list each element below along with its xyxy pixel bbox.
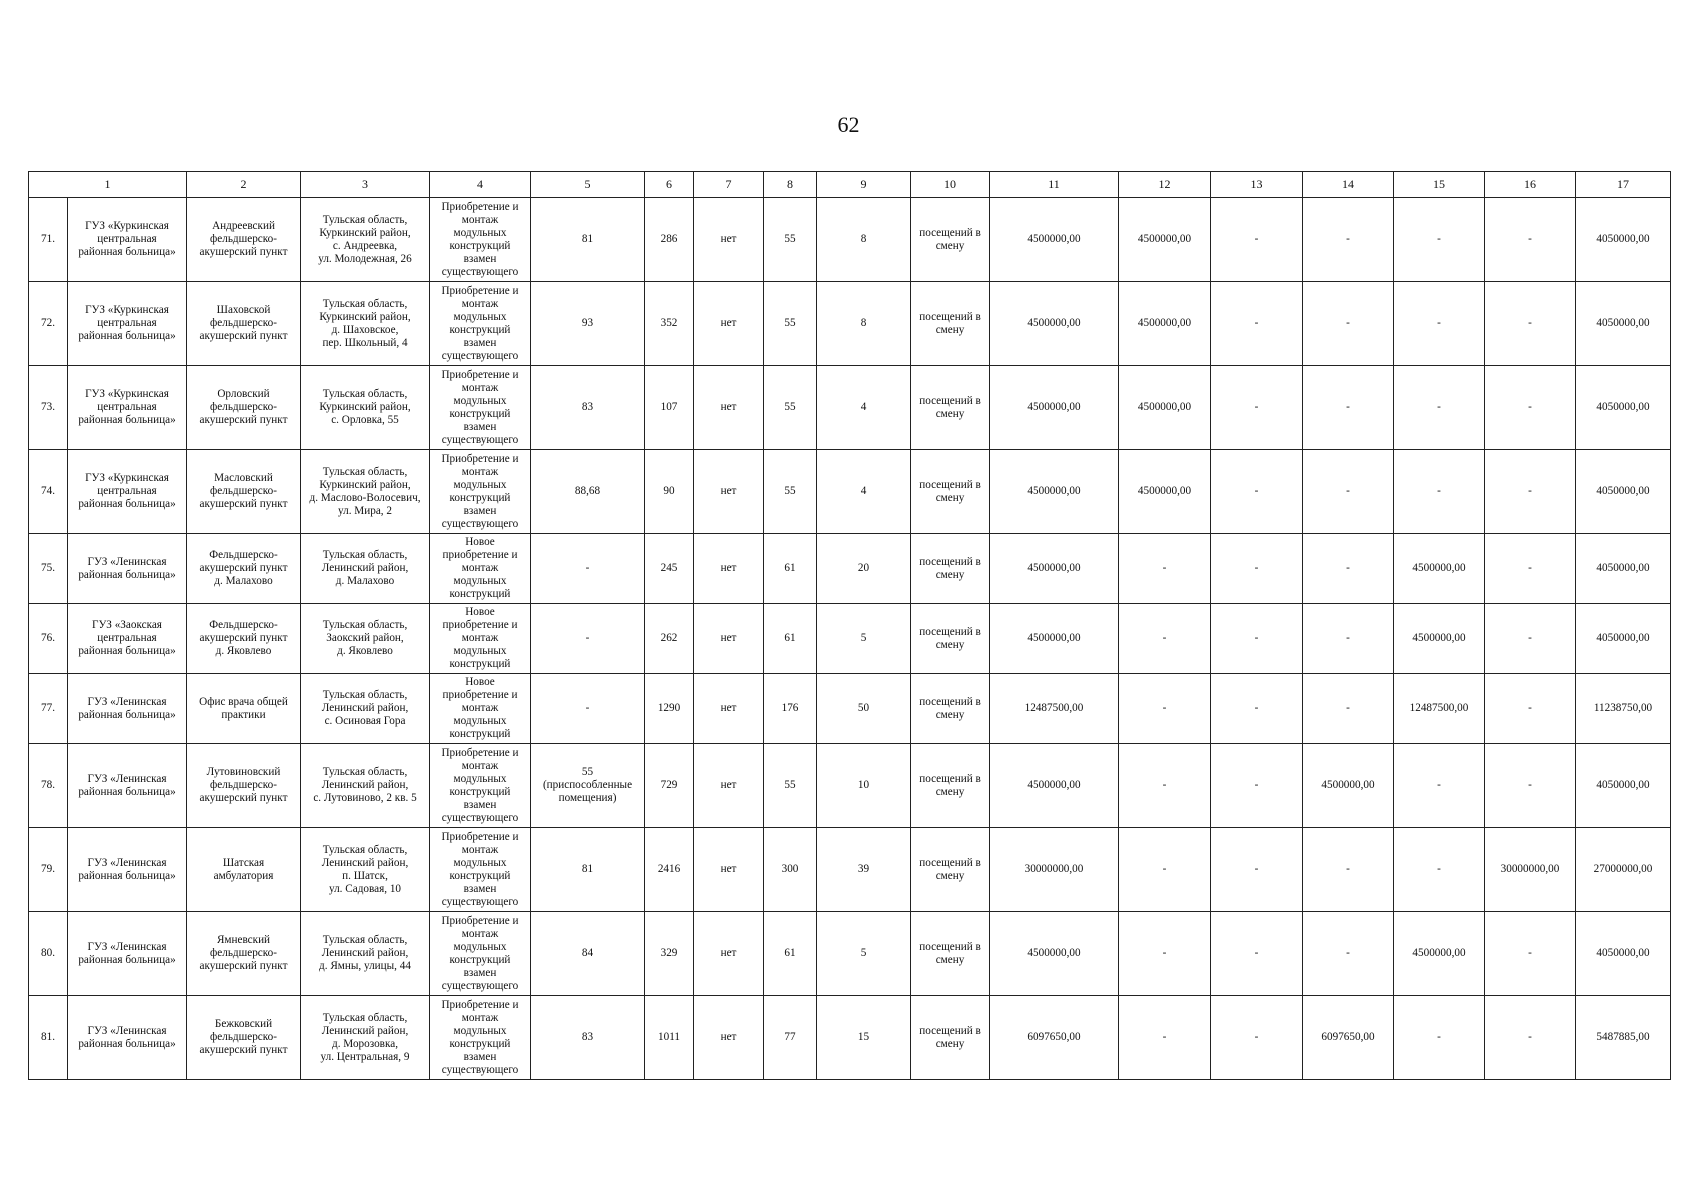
cell-capacity: 55 [764,198,817,282]
cell-cost-col-15: 4500000,00 [1394,604,1485,674]
cell-availability: нет [694,534,764,604]
header-cell: 12 [1119,172,1211,198]
cell-cost-col-14: - [1303,534,1394,604]
cell-address: Тульская область, Ленинский район, д. Ямны, улицы, 44 [301,912,430,996]
cell-visits-count: 10 [817,744,911,828]
cell-row-number: 80. [29,912,68,996]
cell-cost-col-13: - [1211,912,1303,996]
cell-cost-col-12: - [1119,604,1211,674]
cell-cost-col-14: - [1303,912,1394,996]
cell-total-cost: 6097650,00 [990,996,1119,1080]
cell-population: 352 [645,282,694,366]
cell-cost-col-13: - [1211,604,1303,674]
cell-work-type: Новое приобретение и монтаж модульных конструкций [430,604,531,674]
cell-work-type: Приобретение и монтаж модульных конструкций взамен существующего [430,912,531,996]
cell-organization: ГУЗ «Ленинская районная больница» [68,912,187,996]
cell-cost-col-15: 4500000,00 [1394,912,1485,996]
cell-visits-unit: посещений в смену [911,604,990,674]
cell-population: 1290 [645,674,694,744]
cell-cost-col-13: - [1211,198,1303,282]
cell-visits-count: 15 [817,996,911,1080]
cell-organization: ГУЗ «Куркинская центральная районная больница» [68,282,187,366]
cell-cost-col-13: - [1211,366,1303,450]
cell-cost-col-13: - [1211,996,1303,1080]
cell-population: 245 [645,534,694,604]
cell-area: 88,68 [531,450,645,534]
cell-cost-col-17: 4050000,00 [1576,912,1671,996]
cell-population: 2416 [645,828,694,912]
cell-address: Тульская область, Ленинский район, с. Осиновая Гора [301,674,430,744]
cell-address: Тульская область, Куркинский район, д. Маслово-Волосевич, ул. Мира, 2 [301,450,430,534]
table-row [29,674,1671,744]
cell-cost-col-13: - [1211,450,1303,534]
cell-cost-col-17: 11238750,00 [1576,674,1671,744]
cell-visits-unit: посещений в смену [911,996,990,1080]
cell-row-number: 78. [29,744,68,828]
header-cell: 11 [990,172,1119,198]
cell-cost-col-14: - [1303,450,1394,534]
cell-facility-name: Офис врача общей практики [187,674,301,744]
cell-cost-col-15: - [1394,828,1485,912]
cell-address: Тульская область, Куркинский район, с. Орловка, 55 [301,366,430,450]
cell-row-number: 77. [29,674,68,744]
cell-capacity: 61 [764,604,817,674]
cell-cost-col-14: - [1303,604,1394,674]
cell-organization: ГУЗ «Ленинская районная больница» [68,674,187,744]
cell-row-number: 74. [29,450,68,534]
cell-visits-count: 8 [817,198,911,282]
cell-capacity: 55 [764,450,817,534]
cell-cost-col-16: - [1485,744,1576,828]
cell-capacity: 176 [764,674,817,744]
cell-cost-col-13: - [1211,744,1303,828]
facilities-table [28,171,1671,1080]
cell-work-type: Приобретение и монтаж модульных конструкций взамен существующего [430,744,531,828]
cell-total-cost: 4500000,00 [990,198,1119,282]
cell-availability: нет [694,828,764,912]
cell-cost-col-16: - [1485,912,1576,996]
cell-visits-count: 20 [817,534,911,604]
cell-area: 84 [531,912,645,996]
cell-cost-col-17: 5487885,00 [1576,996,1671,1080]
table-row [29,534,1671,604]
cell-visits-unit: посещений в смену [911,912,990,996]
cell-total-cost: 4500000,00 [990,366,1119,450]
cell-visits-unit: посещений в смену [911,534,990,604]
header-cell: 6 [645,172,694,198]
cell-visits-count: 8 [817,282,911,366]
table-row [29,828,1671,912]
cell-visits-count: 5 [817,604,911,674]
cell-row-number: 81. [29,996,68,1080]
cell-cost-col-13: - [1211,828,1303,912]
cell-address: Тульская область, Ленинский район, п. Шатск, ул. Садовая, 10 [301,828,430,912]
cell-availability: нет [694,366,764,450]
cell-cost-col-16: - [1485,366,1576,450]
cell-availability: нет [694,674,764,744]
cell-address: Тульская область, Куркинский район, д. Шаховское, пер. Школьный, 4 [301,282,430,366]
cell-cost-col-13: - [1211,282,1303,366]
cell-availability: нет [694,198,764,282]
cell-total-cost: 4500000,00 [990,912,1119,996]
cell-cost-col-17: 4050000,00 [1576,366,1671,450]
cell-cost-col-13: - [1211,534,1303,604]
cell-area: 93 [531,282,645,366]
cell-availability: нет [694,604,764,674]
cell-cost-col-16: - [1485,450,1576,534]
header-cell: 14 [1303,172,1394,198]
cell-facility-name: Андреевский фельдшерско- акушерский пункт [187,198,301,282]
cell-cost-col-16: - [1485,534,1576,604]
cell-capacity: 55 [764,744,817,828]
cell-population: 90 [645,450,694,534]
cell-facility-name: Фельдшерско- акушерский пункт д. Яковлево [187,604,301,674]
cell-facility-name: Бежковский фельдшерско- акушерский пункт [187,996,301,1080]
cell-facility-name: Ямневский фельдшерско- акушерский пункт [187,912,301,996]
cell-total-cost: 12487500,00 [990,674,1119,744]
cell-cost-col-16: - [1485,996,1576,1080]
cell-total-cost: 4500000,00 [990,744,1119,828]
cell-work-type: Приобретение и монтаж модульных конструкций взамен существующего [430,996,531,1080]
table-row [29,198,1671,282]
table-row [29,450,1671,534]
table-row [29,604,1671,674]
cell-cost-col-14: 6097650,00 [1303,996,1394,1080]
cell-availability: нет [694,912,764,996]
cell-organization: ГУЗ «Куркинская центральная районная больница» [68,450,187,534]
cell-capacity: 55 [764,366,817,450]
header-cell: 8 [764,172,817,198]
cell-cost-col-14: - [1303,198,1394,282]
cell-visits-unit: посещений в смену [911,198,990,282]
cell-cost-col-15: - [1394,366,1485,450]
header-cell: 9 [817,172,911,198]
cell-cost-col-12: - [1119,744,1211,828]
cell-cost-col-17: 4050000,00 [1576,282,1671,366]
header-cell: 1 [29,172,187,198]
cell-cost-col-15: - [1394,996,1485,1080]
cell-visits-unit: посещений в смену [911,828,990,912]
cell-cost-col-16: - [1485,282,1576,366]
cell-organization: ГУЗ «Куркинская центральная районная больница» [68,198,187,282]
table-row [29,366,1671,450]
header-cell: 16 [1485,172,1576,198]
cell-cost-col-14: - [1303,282,1394,366]
cell-total-cost: 4500000,00 [990,534,1119,604]
cell-work-type: Приобретение и монтаж модульных конструкций взамен существующего [430,366,531,450]
cell-row-number: 72. [29,282,68,366]
cell-visits-count: 39 [817,828,911,912]
cell-cost-col-16: 30000000,00 [1485,828,1576,912]
cell-cost-col-17: 4050000,00 [1576,198,1671,282]
cell-work-type: Новое приобретение и монтаж модульных конструкций [430,534,531,604]
cell-address: Тульская область, Ленинский район, д. Малахово [301,534,430,604]
header-cell: 4 [430,172,531,198]
page-number: 62 [837,112,860,137]
cell-cost-col-12: - [1119,996,1211,1080]
cell-cost-col-15: 12487500,00 [1394,674,1485,744]
cell-organization: ГУЗ «Ленинская районная больница» [68,534,187,604]
cell-cost-col-16: - [1485,604,1576,674]
cell-row-number: 75. [29,534,68,604]
table-row [29,996,1671,1080]
cell-cost-col-14: - [1303,828,1394,912]
cell-area: 55 (приспособленные помещения) [531,744,645,828]
cell-address: Тульская область, Куркинский район, с. Андреевка, ул. Молодежная, 26 [301,198,430,282]
cell-area: 81 [531,198,645,282]
table-row [29,282,1671,366]
cell-population: 107 [645,366,694,450]
cell-cost-col-14: - [1303,366,1394,450]
cell-cost-col-17: 4050000,00 [1576,604,1671,674]
cell-organization: ГУЗ «Ленинская районная больница» [68,996,187,1080]
cell-row-number: 79. [29,828,68,912]
cell-visits-count: 4 [817,450,911,534]
cell-cost-col-12: - [1119,674,1211,744]
cell-area: 83 [531,366,645,450]
cell-cost-col-12: 4500000,00 [1119,450,1211,534]
cell-cost-col-15: - [1394,198,1485,282]
cell-visits-unit: посещений в смену [911,366,990,450]
header-cell: 17 [1576,172,1671,198]
cell-availability: нет [694,996,764,1080]
cell-cost-col-15: 4500000,00 [1394,534,1485,604]
cell-cost-col-17: 27000000,00 [1576,828,1671,912]
header-cell: 5 [531,172,645,198]
table-row [29,744,1671,828]
cell-availability: нет [694,450,764,534]
cell-facility-name: Лутовиновский фельдшерско- акушерский пункт [187,744,301,828]
cell-work-type: Приобретение и монтаж модульных конструкций взамен существующего [430,282,531,366]
cell-facility-name: Фельдшерско- акушерский пункт д. Малахово [187,534,301,604]
cell-population: 286 [645,198,694,282]
header-cell: 7 [694,172,764,198]
cell-row-number: 76. [29,604,68,674]
cell-visits-unit: посещений в смену [911,450,990,534]
cell-address: Тульская область, Ленинский район, д. Морозовка, ул. Центральная, 9 [301,996,430,1080]
cell-facility-name: Шатская амбулатория [187,828,301,912]
cell-total-cost: 30000000,00 [990,828,1119,912]
header-cell: 13 [1211,172,1303,198]
cell-visits-unit: посещений в смену [911,282,990,366]
cell-cost-col-16: - [1485,674,1576,744]
cell-row-number: 71. [29,198,68,282]
cell-facility-name: Орловский фельдшерско- акушерский пункт [187,366,301,450]
cell-cost-col-12: 4500000,00 [1119,366,1211,450]
cell-cost-col-17: 4050000,00 [1576,450,1671,534]
cell-cost-col-12: - [1119,828,1211,912]
cell-total-cost: 4500000,00 [990,450,1119,534]
cell-facility-name: Шаховской фельдшерско- акушерский пункт [187,282,301,366]
cell-cost-col-14: 4500000,00 [1303,744,1394,828]
table-row [29,912,1671,996]
cell-facility-name: Масловский фельдшерско- акушерский пункт [187,450,301,534]
cell-visits-unit: посещений в смену [911,674,990,744]
header-cell: 10 [911,172,990,198]
cell-cost-col-13: - [1211,674,1303,744]
cell-area: - [531,674,645,744]
cell-capacity: 77 [764,996,817,1080]
cell-visits-count: 50 [817,674,911,744]
cell-capacity: 61 [764,912,817,996]
cell-availability: нет [694,744,764,828]
cell-capacity: 61 [764,534,817,604]
cell-total-cost: 4500000,00 [990,604,1119,674]
cell-visits-unit: посещений в смену [911,744,990,828]
cell-cost-col-17: 4050000,00 [1576,534,1671,604]
cell-row-number: 73. [29,366,68,450]
cell-cost-col-15: - [1394,744,1485,828]
cell-work-type: Приобретение и монтаж модульных конструкций взамен существующего [430,828,531,912]
cell-cost-col-12: - [1119,534,1211,604]
cell-cost-col-17: 4050000,00 [1576,744,1671,828]
cell-visits-count: 5 [817,912,911,996]
cell-area: 81 [531,828,645,912]
cell-address: Тульская область, Ленинский район, с. Лутовиново, 2 кв. 5 [301,744,430,828]
cell-organization: ГУЗ «Ленинская районная больница» [68,828,187,912]
header-cell: 15 [1394,172,1485,198]
cell-organization: ГУЗ «Ленинская районная больница» [68,744,187,828]
cell-organization: ГУЗ «Заокская центральная районная больница» [68,604,187,674]
cell-organization: ГУЗ «Куркинская центральная районная больница» [68,366,187,450]
cell-cost-col-15: - [1394,282,1485,366]
cell-population: 329 [645,912,694,996]
cell-capacity: 55 [764,282,817,366]
cell-cost-col-15: - [1394,450,1485,534]
header-cell: 2 [187,172,301,198]
cell-population: 262 [645,604,694,674]
cell-population: 729 [645,744,694,828]
cell-capacity: 300 [764,828,817,912]
cell-area: - [531,534,645,604]
cell-cost-col-16: - [1485,198,1576,282]
cell-area: 83 [531,996,645,1080]
cell-cost-col-14: - [1303,674,1394,744]
cell-cost-col-12: - [1119,912,1211,996]
cell-cost-col-12: 4500000,00 [1119,282,1211,366]
cell-cost-col-12: 4500000,00 [1119,198,1211,282]
cell-work-type: Приобретение и монтаж модульных конструкций взамен существующего [430,198,531,282]
cell-area: - [531,604,645,674]
cell-total-cost: 4500000,00 [990,282,1119,366]
cell-population: 1011 [645,996,694,1080]
cell-work-type: Приобретение и монтаж модульных конструкций взамен существующего [430,450,531,534]
cell-visits-count: 4 [817,366,911,450]
cell-availability: нет [694,282,764,366]
header-row [29,172,1671,198]
cell-address: Тульская область, Заокский район, д. Яковлево [301,604,430,674]
cell-work-type: Новое приобретение и монтаж модульных конструкций [430,674,531,744]
header-cell: 3 [301,172,430,198]
